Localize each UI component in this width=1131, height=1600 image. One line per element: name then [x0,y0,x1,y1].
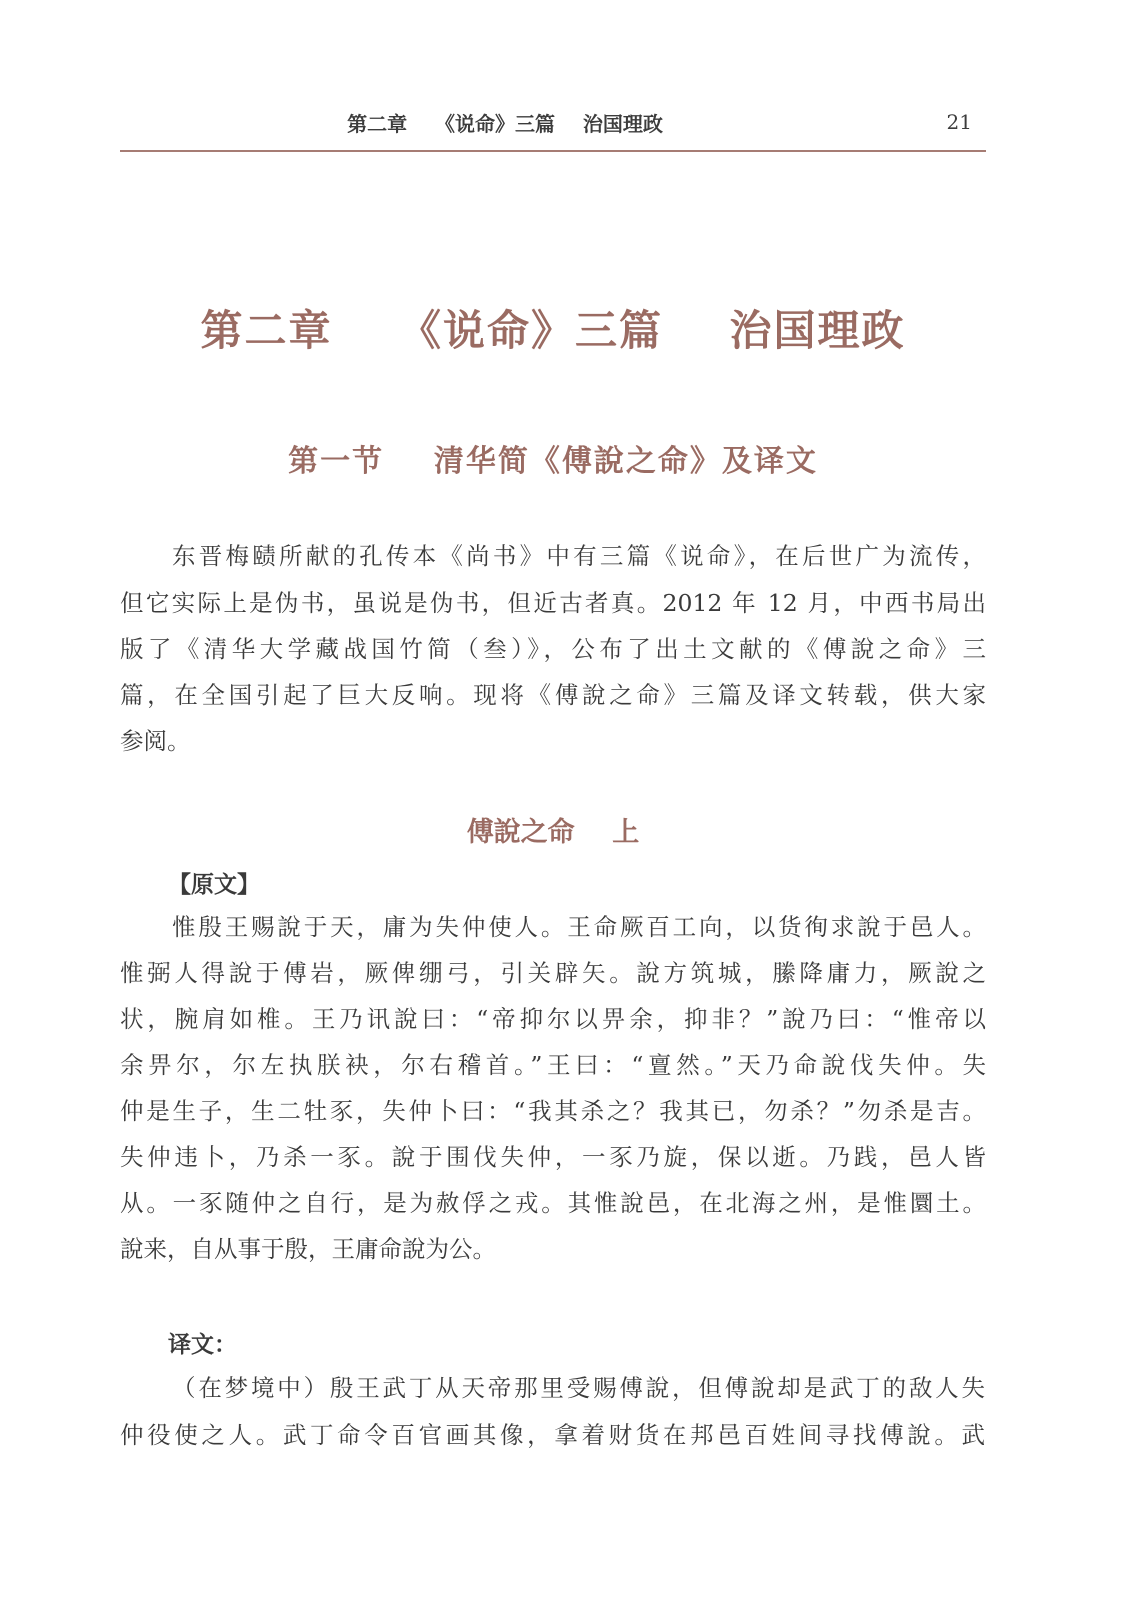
translation-line: 仲役使之人。武丁命令百官画其像，拿着财货在邦邑百姓间寻找傅說。武 [120,1421,986,1449]
original-line: 失仲违卜，乃杀一豕。說于围伐失仲，一豕乃旋，保以逝。乃践，邑人皆 [120,1143,986,1171]
original-line: 說来，自从事于殷，王庸命說为公。 [120,1235,496,1263]
original-line: 从。一豕随仲之自行，是为赦俘之戎。其惟說邑，在北海之州，是惟圜土。 [120,1189,986,1217]
subsection-title: 傅說之命 上 [466,817,640,848]
intro-line: 但它实际上是伪书，虽说是伪书，但近古者真。2012 年 12 月，中西书局出 [120,589,986,617]
intro-line: 东晋梅赜所献的孔传本《尚书》中有三篇《说命》，在后世广为流传， [172,542,986,570]
header-divider [120,150,986,152]
chapter-title: 第二章 《说命》三篇 治国理政 [200,306,906,355]
intro-line: 参阅。 [120,727,191,755]
page-number: 21 [946,110,972,134]
original-text-label: 【原文】 [168,872,260,898]
intro-line: 版了《清华大学藏战国竹简（叁）》，公布了出土文献的《傅說之命》三 [120,635,986,663]
original-line: 仲是生子，生二牡豕，失仲卜曰：“我其杀之？我其已，勿杀？”勿杀是吉。 [120,1097,986,1125]
translation-label: 译文： [168,1332,237,1358]
original-line: 余畀尔，尔左执朕袂，尔右稽首。”王曰：“亶然。”天乃命說伐失仲。失 [120,1051,986,1079]
original-line: 惟弼人得說于傅岩，厥俾绷弓，引关辟矢。說方筑城，縢降庸力，厥說之 [120,959,986,987]
running-header [120,104,986,140]
running-header-title: 第二章 《说命》三篇 治国理政 [347,112,663,136]
intro-line: 篇，在全国引起了巨大反响。现将《傅說之命》三篇及译文转载，供大家 [120,681,986,709]
original-line: 惟殷王赐說于天，庸为失仲使人。王命厥百工向，以货徇求說于邑人。 [172,913,986,941]
translation-line: （在梦境中）殷王武丁从天帝那里受赐傅說，但傅說却是武丁的敌人失 [172,1374,986,1402]
original-line: 状，腕肩如椎。王乃讯說曰：“帝抑尔以畀余，抑非？”說乃曰：“惟帝以 [120,1005,986,1033]
section-title: 第一节 清华简《傅說之命》及译文 [288,444,818,479]
